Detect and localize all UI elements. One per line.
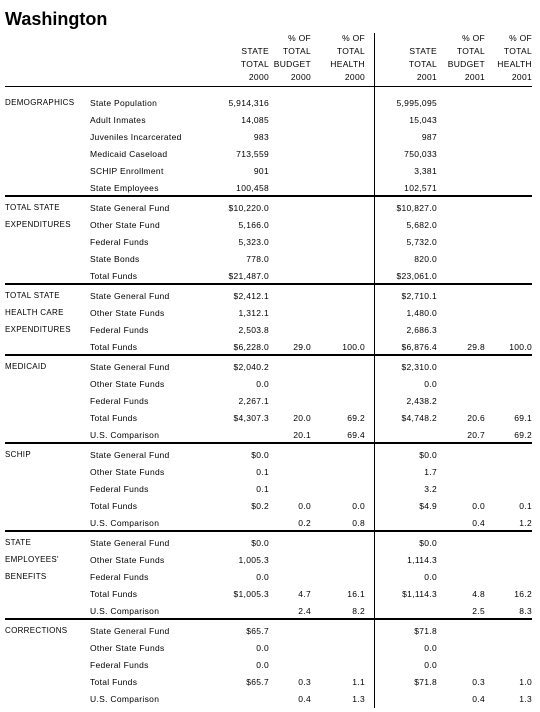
cell-value: 14,085: [241, 115, 269, 125]
cell-value: 1.7: [424, 467, 437, 477]
row-label: Total Funds: [90, 271, 138, 281]
row-label: Juveniles Incarcerated: [90, 132, 182, 142]
table-row: [0, 324, 540, 341]
row-label: Federal Funds: [90, 396, 149, 406]
section-label: HEALTH CARE: [5, 308, 64, 317]
column-header: % OF TOTAL HEALTH 2000: [330, 33, 365, 82]
table-row: [0, 114, 540, 131]
cell-value: 1,114.3: [407, 555, 437, 565]
row-label: U.S. Comparison: [90, 518, 160, 528]
section-divider: [5, 283, 532, 285]
cell-value: $2,710.1: [401, 291, 437, 301]
cell-value: 5,166.0: [238, 220, 269, 230]
cell-value: $4,748.2: [401, 413, 437, 423]
row-label: Medicaid Caseload: [90, 149, 168, 159]
row-label: Federal Funds: [90, 572, 149, 582]
cell-value: 8.2: [352, 606, 365, 616]
row-label: Other State Funds: [90, 467, 165, 477]
table-row: [0, 131, 540, 148]
section-label: TOTAL STATE: [5, 291, 60, 300]
row-label: State General Fund: [90, 626, 170, 636]
table-row: [0, 395, 540, 412]
table-row: [0, 219, 540, 236]
cell-value: 0.0: [256, 572, 269, 582]
cell-value: $6,876.4: [401, 342, 437, 352]
cell-value: 69.4: [347, 430, 365, 440]
row-label: State Population: [90, 98, 158, 108]
table-row: [0, 165, 540, 182]
cell-value: $0.2: [251, 501, 269, 511]
cell-value: $2,310.0: [401, 362, 437, 372]
cell-value: $0.0: [251, 450, 269, 460]
row-label: State Employees: [90, 183, 159, 193]
row-label: Federal Funds: [90, 325, 149, 335]
table-row: [0, 307, 540, 324]
table-row: [0, 625, 540, 642]
cell-value: $1,114.3: [402, 589, 437, 599]
cell-value: 0.0: [256, 643, 269, 653]
column-header: % OF TOTAL BUDGET 2001: [447, 33, 485, 82]
row-label: State General Fund: [90, 362, 170, 372]
cell-value: 0.8: [352, 518, 365, 528]
cell-value: 4.7: [298, 589, 311, 599]
cell-value: 0.0: [256, 660, 269, 670]
cell-value: 983: [253, 132, 269, 142]
section-label: EXPENDITURES: [5, 220, 71, 229]
cell-value: $65.7: [246, 677, 269, 687]
row-label: State Bonds: [90, 254, 140, 264]
section-label: BENEFITS: [5, 572, 47, 581]
cell-value: 20.0: [293, 413, 311, 423]
cell-value: 8.3: [519, 606, 532, 616]
cell-value: $0.0: [419, 450, 437, 460]
row-label: Total Funds: [90, 501, 138, 511]
cell-value: 16.1: [347, 589, 365, 599]
cell-value: 3,381: [414, 166, 437, 176]
table-row: [0, 253, 540, 270]
cell-value: $65.7: [246, 626, 269, 636]
table-row: [0, 588, 540, 605]
section-label: EXPENDITURES: [5, 325, 71, 334]
cell-value: $71.8: [414, 677, 437, 687]
column-header: % OF TOTAL BUDGET 2000: [273, 33, 311, 82]
table-row: [0, 466, 540, 483]
row-label: Federal Funds: [90, 484, 149, 494]
cell-value: 0.0: [472, 501, 485, 511]
cell-value: 20.1: [293, 430, 311, 440]
cell-value: 2,438.2: [406, 396, 437, 406]
table-row: [0, 412, 540, 429]
page-title: Washington: [5, 9, 108, 29]
cell-value: 102,571: [404, 183, 437, 193]
section-label: SCHIP: [5, 450, 31, 459]
table-row: [0, 361, 540, 378]
cell-value: $1,005.3: [233, 589, 269, 599]
cell-value: 0.0: [424, 643, 437, 653]
section-label: TOTAL STATE: [5, 203, 60, 212]
cell-value: 2,686.3: [406, 325, 437, 335]
cell-value: 100.0: [509, 342, 532, 352]
section-label: CORRECTIONS: [5, 626, 68, 635]
cell-value: $4.9: [419, 501, 437, 511]
section-label: EMPLOYEES': [5, 555, 59, 564]
row-label: Other State Funds: [90, 308, 165, 318]
row-label: Total Funds: [90, 413, 138, 423]
row-label: Total Funds: [90, 342, 138, 352]
table-row: [0, 449, 540, 466]
cell-value: 1,480.0: [406, 308, 437, 318]
row-label: U.S. Comparison: [90, 694, 160, 704]
cell-value: $21,487.0: [228, 271, 269, 281]
cell-value: 2,267.1: [238, 396, 269, 406]
cell-value: 29.8: [467, 342, 485, 352]
cell-value: 820.0: [414, 254, 437, 264]
section-divider: [5, 86, 532, 87]
section-divider: [5, 195, 532, 197]
cell-value: 901: [253, 166, 269, 176]
row-label: Other State Funds: [90, 643, 165, 653]
cell-value: 1,312.1: [238, 308, 269, 318]
cell-value: $71.8: [414, 626, 437, 636]
row-label: Other State Funds: [90, 555, 165, 565]
cell-value: 2,503.8: [238, 325, 269, 335]
cell-value: 0.0: [352, 501, 365, 511]
section-divider: [5, 354, 532, 356]
section-label: STATE: [5, 538, 32, 547]
cell-value: $0.0: [251, 538, 269, 548]
cell-value: 750,033: [404, 149, 437, 159]
cell-value: 5,732.0: [406, 237, 437, 247]
cell-value: 100.0: [342, 342, 365, 352]
cell-value: 1.2: [519, 518, 532, 528]
row-label: State General Fund: [90, 291, 170, 301]
table-row: [0, 97, 540, 114]
table-row: [0, 537, 540, 554]
row-label: State General Fund: [90, 203, 170, 213]
row-label: U.S. Comparison: [90, 430, 160, 440]
cell-value: 0.0: [424, 572, 437, 582]
table-row: [0, 483, 540, 500]
cell-value: 100,458: [236, 183, 269, 193]
table-row: [0, 500, 540, 517]
cell-value: 1.3: [352, 694, 365, 704]
table-row: [0, 659, 540, 676]
cell-value: 713,559: [236, 149, 269, 159]
cell-value: 20.7: [467, 430, 485, 440]
cell-value: 20.6: [467, 413, 485, 423]
row-label: U.S. Comparison: [90, 606, 160, 616]
table-row: [0, 290, 540, 307]
cell-value: 5,914,316: [228, 98, 269, 108]
cell-value: $10,827.0: [396, 203, 437, 213]
row-label: Total Funds: [90, 589, 138, 599]
cell-value: 0.0: [424, 660, 437, 670]
cell-value: 5,682.0: [406, 220, 437, 230]
row-label: State General Fund: [90, 450, 170, 460]
cell-value: 0.3: [472, 677, 485, 687]
cell-value: $2,412.1: [233, 291, 269, 301]
cell-value: $6,228.0: [233, 342, 269, 352]
cell-value: 5,323.0: [238, 237, 269, 247]
row-label: Other State Fund: [90, 220, 161, 230]
cell-value: 29.0: [293, 342, 311, 352]
cell-value: 778.0: [246, 254, 269, 264]
column-header: % OF TOTAL HEALTH 2001: [497, 33, 532, 82]
cell-value: 4.8: [472, 589, 485, 599]
section-label: MEDICAID: [5, 362, 47, 371]
row-label: Other State Funds: [90, 379, 165, 389]
row-label: SCHIP Enrollment: [90, 166, 164, 176]
cell-value: 0.1: [519, 501, 532, 511]
cell-value: 1.1: [352, 677, 365, 687]
cell-value: 69.2: [347, 413, 365, 423]
row-label: Federal Funds: [90, 660, 149, 670]
table-row: [0, 378, 540, 395]
cell-value: 1.3: [519, 694, 532, 704]
cell-value: $4,307.3: [233, 413, 269, 423]
cell-value: 0.3: [298, 677, 311, 687]
cell-value: 0.1: [256, 467, 269, 477]
cell-value: 69.2: [514, 430, 532, 440]
column-header: STATE TOTAL 2000: [240, 46, 269, 82]
row-label: State General Fund: [90, 538, 170, 548]
cell-value: 3.2: [424, 484, 437, 494]
section-divider: [5, 442, 532, 444]
column-header: STATE TOTAL 2001: [408, 46, 437, 82]
table-row: [0, 571, 540, 588]
cell-value: 1,005.3: [238, 555, 269, 565]
row-label: Federal Funds: [90, 237, 149, 247]
cell-value: 0.0: [298, 501, 311, 511]
table-row: [0, 676, 540, 693]
section-divider: [5, 530, 532, 532]
section-divider: [5, 618, 532, 620]
cell-value: 2.4: [298, 606, 311, 616]
cell-value: 5,995,095: [396, 98, 437, 108]
cell-value: 69.1: [514, 413, 532, 423]
table-row: [0, 642, 540, 659]
cell-value: $0.0: [419, 538, 437, 548]
table-row: [0, 202, 540, 219]
cell-value: 987: [421, 132, 437, 142]
cell-value: 0.0: [424, 379, 437, 389]
cell-value: 0.4: [472, 694, 485, 704]
cell-value: 15,043: [409, 115, 437, 125]
row-label: Adult Inmates: [90, 115, 146, 125]
cell-value: $10,220.0: [228, 203, 269, 213]
cell-value: 0.4: [298, 694, 311, 704]
cell-value: 0.2: [298, 518, 311, 528]
cell-value: $2,040.2: [233, 362, 269, 372]
cell-value: 2.5: [472, 606, 485, 616]
table-row: [0, 236, 540, 253]
row-label: Total Funds: [90, 677, 138, 687]
table-row: [0, 693, 540, 710]
cell-value: 0.0: [256, 379, 269, 389]
cell-value: 16.2: [514, 589, 532, 599]
cell-value: 0.4: [472, 518, 485, 528]
cell-value: 0.1: [256, 484, 269, 494]
table-row: [0, 554, 540, 571]
cell-value: 1.0: [519, 677, 532, 687]
cell-value: $23,061.0: [396, 271, 437, 281]
table-row: [0, 148, 540, 165]
section-label: DEMOGRAPHICS: [5, 98, 75, 107]
